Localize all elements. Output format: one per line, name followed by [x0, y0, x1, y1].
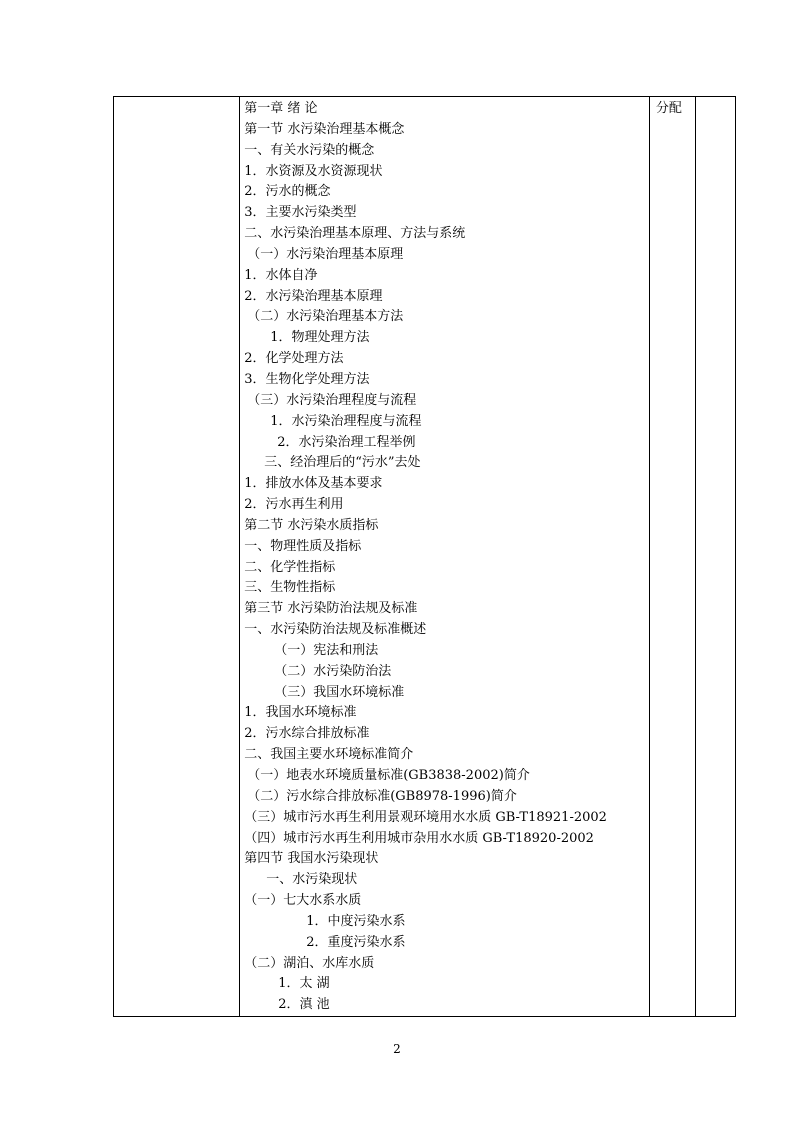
content-line: 2．重度污染水系	[306, 934, 406, 950]
content-line: 二、水污染治理基本原理、方法与系统	[244, 226, 466, 242]
content-line: 2．滇 池	[278, 997, 330, 1013]
content-line: （一）地表水环境质量标准(GB3838-2002)简介	[247, 768, 530, 783]
content-line: 2．污水的概念	[244, 184, 331, 200]
content-line: 二、化学性指标	[244, 559, 336, 575]
content-line: 第一章 绪 论	[244, 101, 318, 116]
content-line: 第三节 水污染防治法规及标准	[244, 601, 418, 617]
content-line: 1．我国水环境标准	[244, 705, 357, 721]
content-line: （一）七大水系水质	[244, 893, 362, 909]
content-line: （三）水污染治理程度与流程	[247, 392, 417, 408]
content-line: （三）我国水环境标准	[274, 684, 405, 700]
content-cell	[240, 97, 650, 1017]
content-line: 1．排放水体及基本要求	[244, 476, 383, 492]
content-line: 2．污水再生利用	[244, 497, 344, 513]
content-line: 1．太 湖	[278, 976, 330, 992]
content-line: （二）湖泊、水库水质	[244, 955, 375, 971]
table-row	[114, 97, 736, 1017]
content-line: 3．主要水污染类型	[244, 205, 357, 221]
content-line: 2．水污染治理工程举例	[277, 434, 416, 450]
right-empty-cell	[695, 97, 735, 1017]
content-line: 第一节 水污染治理基本概念	[244, 121, 405, 137]
content-line: 2．化学处理方法	[244, 351, 344, 367]
content-line: （二）水污染防治法	[274, 663, 392, 679]
content-line: 一、有关水污染的概念	[244, 142, 375, 158]
content-line: （一）宪法和刑法	[274, 642, 379, 658]
content-line: （三）城市污水再生利用景观环境用水水质 GB-T18921-2002	[244, 809, 607, 825]
content-line: （一）水污染治理基本原理	[247, 246, 404, 262]
content-line: 一、水污染现状	[266, 872, 358, 888]
content-line: （四）城市污水再生利用城市杂用水水质 GB-T18920-2002	[244, 830, 594, 846]
content-line: 三、生物性指标	[244, 580, 336, 596]
content-line: 2．污水综合排放标准	[244, 726, 370, 742]
content-line: 一、物理性质及指标	[244, 538, 362, 554]
syllabus-table	[113, 96, 736, 1017]
content-line: 2．水污染治理基本原理	[244, 288, 383, 304]
content-lines	[240, 97, 649, 1016]
content-line: 第四节 我国水污染现状	[244, 851, 379, 867]
content-line: （二）水污染治理基本方法	[247, 309, 404, 325]
allocation-label: 分配	[655, 101, 682, 116]
left-empty-cell	[114, 97, 240, 1017]
content-line: 1．水资源及水资源现状	[244, 163, 383, 179]
content-line: 1．中度污染水系	[306, 913, 406, 929]
content-line: （二）污水综合排放标准(GB8978-1996)简介	[247, 788, 517, 804]
content-line: 1．水体自净	[244, 267, 318, 283]
allocation-cell	[649, 97, 695, 1017]
content-line: 三、经治理后的“污水”去处	[264, 455, 421, 471]
content-line: 二、我国主要水环境标准简介	[244, 747, 414, 763]
content-line: 1．水污染治理程度与流程	[270, 413, 422, 429]
page-number: 2	[393, 1042, 401, 1056]
content-line: 第二节 水污染水质指标	[244, 517, 379, 533]
content-line: 3．生物化学处理方法	[244, 371, 370, 387]
content-line: 一、水污染防治法规及标准概述	[244, 622, 427, 638]
content-line: 1．物理处理方法	[270, 330, 370, 346]
